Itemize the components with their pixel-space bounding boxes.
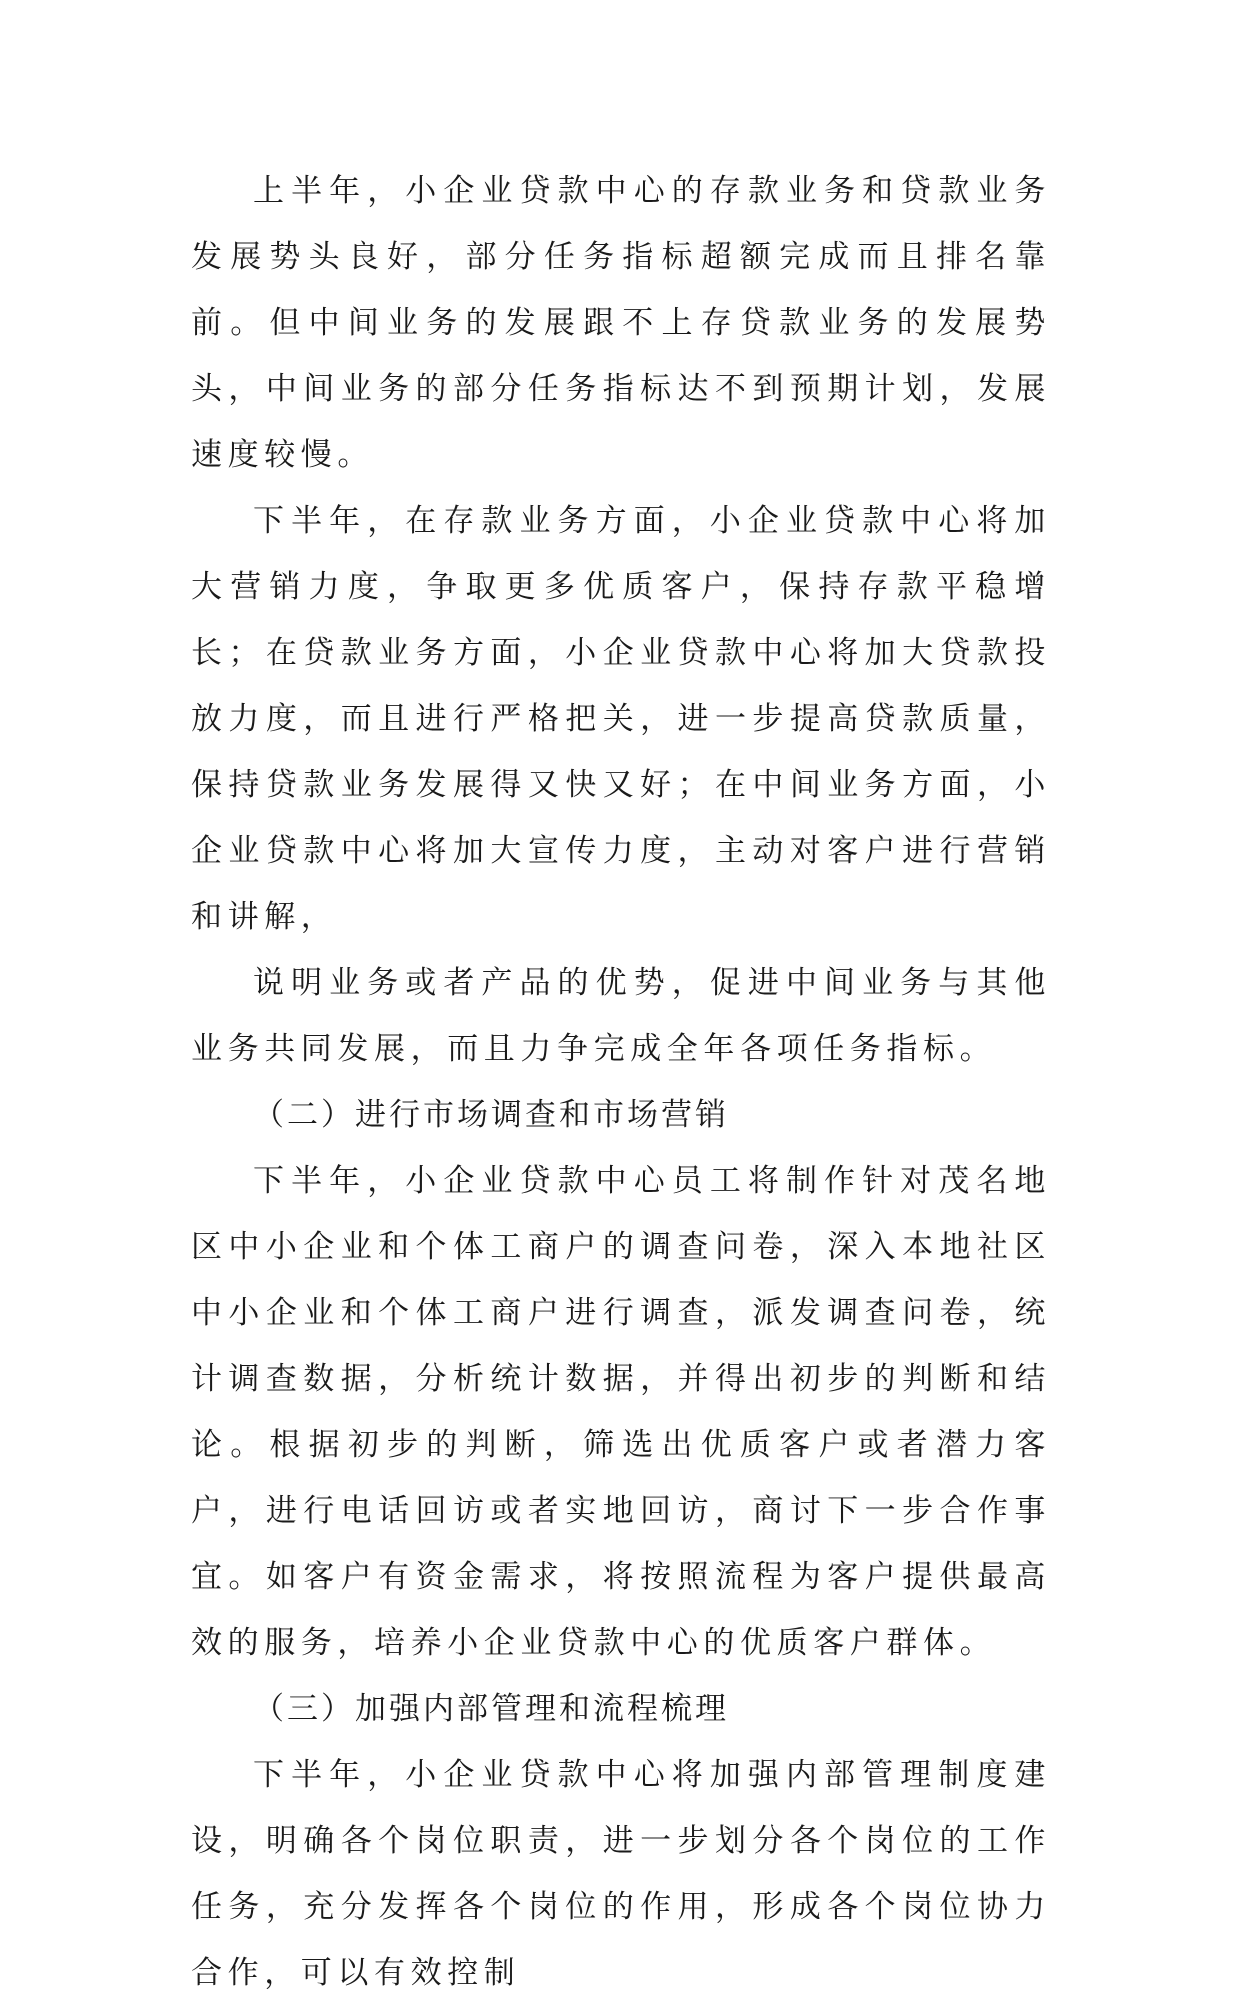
paragraph-product-advantages: 说明业务或者产品的优势，促进中间业务与其他业务共同发展，而且力争完成全年各项任务指标。 bbox=[191, 965, 1051, 1067]
paragraph-second-half-plan: 下半年，在存款业务方面，小企业贷款中心将加大营销力度，争取更多优质客户，保持存款平稳增长；在贷款业务方面，小企业贷款中心将加大贷款投放力度，而且进行严格把关，进一步提高贷款质量，保持贷款业务发展得又快又好；在中间业务方面，小企业贷款中心将加大宣传力度，主动对客户进行营销和讲解， bbox=[191, 503, 1051, 935]
paragraph-internal-management: 下半年，小企业贷款中心将加强内部管理制度建设，明确各个岗位职责，进一步划分各个岗位的工作任务，充分发挥各个岗位的作用，形成各个岗位协力合作，可以有效控制 bbox=[191, 1757, 1051, 1991]
paragraph-market-research: 下半年，小企业贷款中心员工将制作针对茂名地区中小企业和个体工商户的调查问卷，深入本地社区中小企业和个体工商户进行调查，派发调查问卷，统计调查数据，分析统计数据，并得出初步的判断和结论。根据初步的判断，筛选出优质客户或者潜力客户，进行电话回访或者实地回访，商讨下一步合作事宜。如客户有资金需求，将按照流程为客户提供最高效的服务，培养小企业贷款中心的优质客户群体。 bbox=[191, 1163, 1051, 1661]
section-heading-internal-management: （三）加强内部管理和流程梳理 bbox=[253, 1691, 729, 1727]
document-body bbox=[191, 158, 1051, 2006]
section-heading-market-research: （二）进行市场调查和市场营销 bbox=[253, 1097, 729, 1133]
paragraph-first-half-review: 上半年，小企业贷款中心的存款业务和贷款业务发展势头良好，部分任务指标超额完成而且排名靠前。但中间业务的发展跟不上存贷款业务的发展势头，中间业务的部分任务指标达不到预期计划，发展速度较慢。 bbox=[191, 173, 1051, 473]
